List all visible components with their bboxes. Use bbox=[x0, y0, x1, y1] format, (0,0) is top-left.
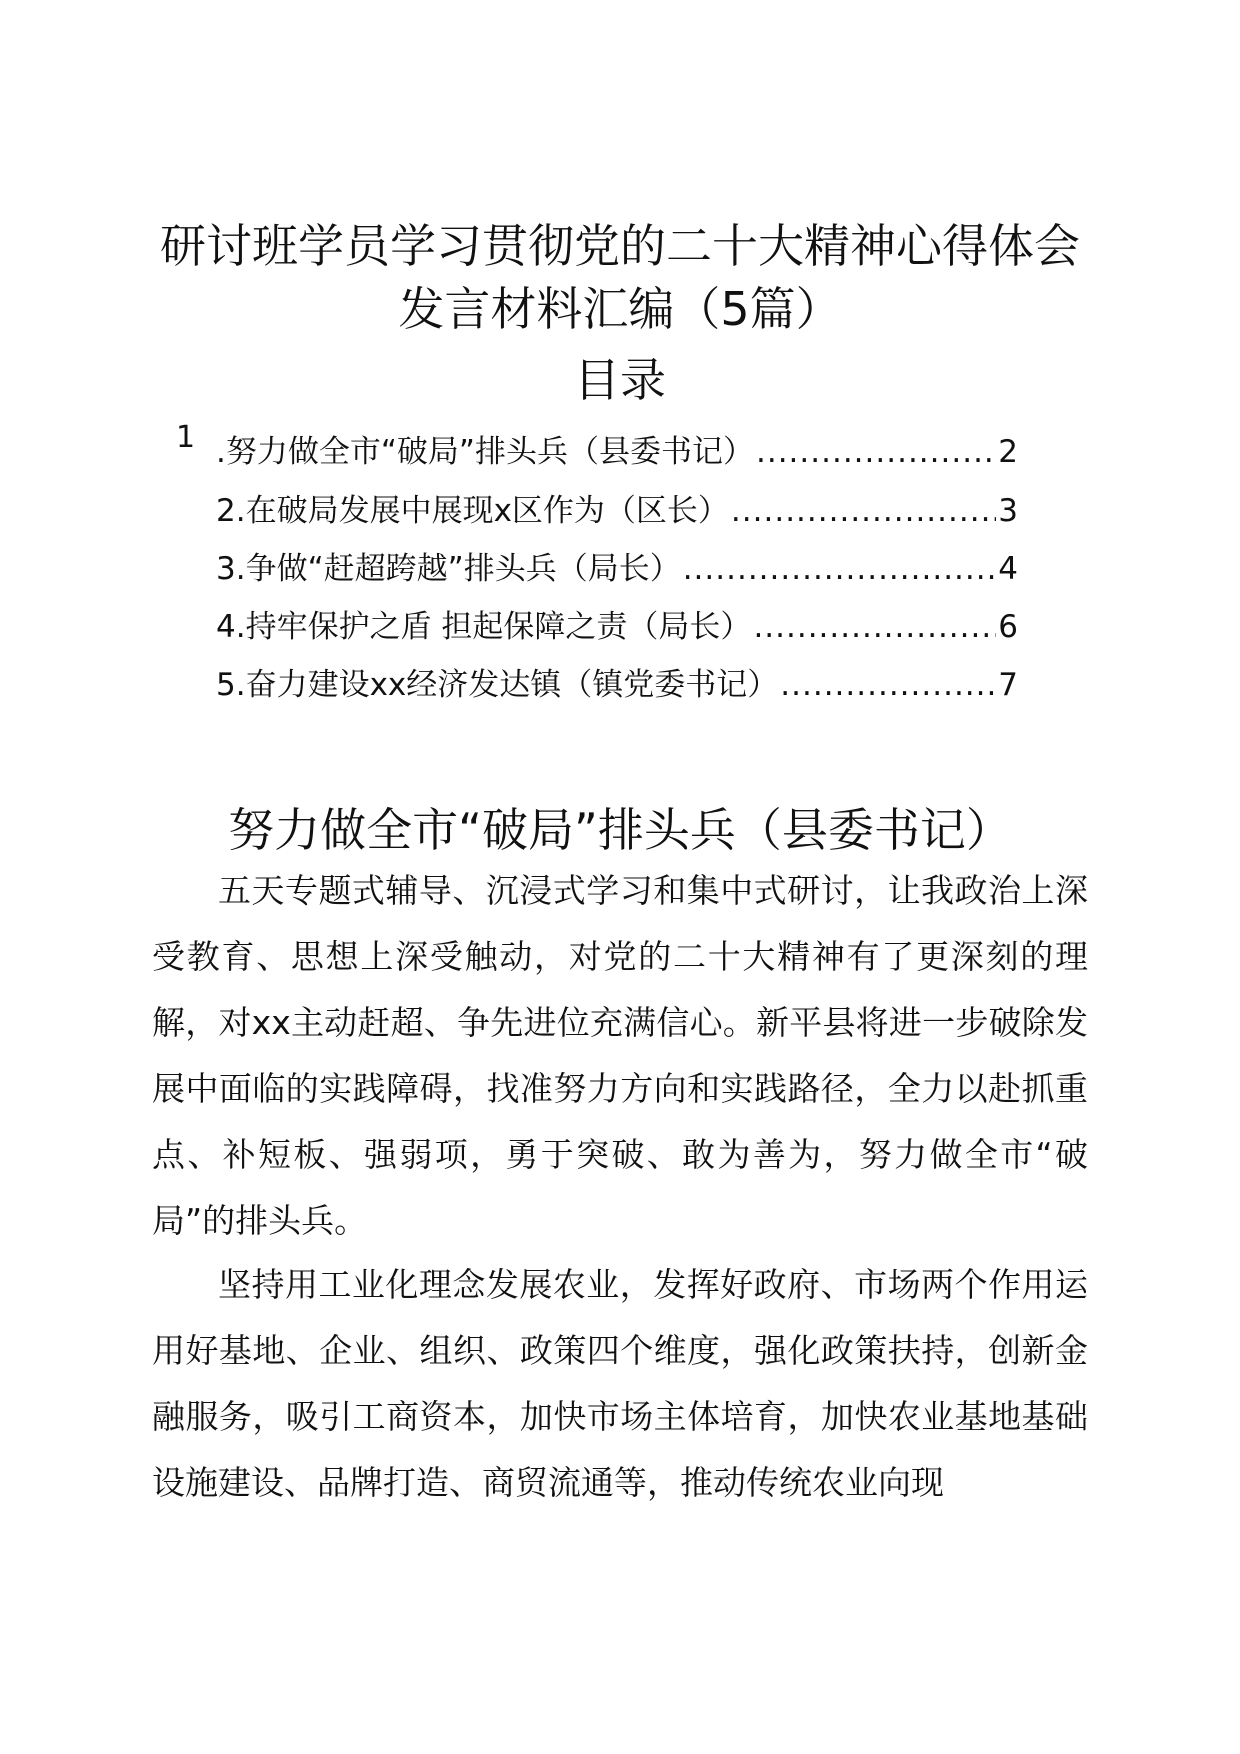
toc-entry-5[interactable] bbox=[216, 663, 1018, 707]
toc-page-number: 7 bbox=[998, 667, 1018, 703]
document-title-line-2: 发言材料汇编（5篇） bbox=[398, 282, 842, 336]
toc-entry-2[interactable] bbox=[216, 489, 1018, 533]
toc-entry-label: 4.持牢保护之盾 担起保障之责（局长） bbox=[216, 609, 752, 645]
toc-page-number: 6 bbox=[998, 609, 1018, 645]
toc-dot-leader bbox=[683, 547, 997, 591]
toc-dot-leader bbox=[780, 663, 996, 707]
toc-entry-4[interactable] bbox=[216, 605, 1018, 649]
toc-heading: 目录 bbox=[574, 353, 666, 407]
toc-dot-leader bbox=[731, 489, 996, 533]
toc-entry-label: .努力做全市“破局”排头兵（县委书记） bbox=[216, 434, 754, 470]
body-paragraph-2: 坚持用工业化理念发展农业，发挥好政府、市场两个作用运用好基地、企业、组织、政策四个维度，强化政策扶持，创新金融服务，吸引工商资本，加快市场主体培育，加快农业基地基础设施建设、品牌打造、商贸流通等，推动传统农业向现 bbox=[152, 1265, 1088, 1502]
toc-entry-label: 2.在破局发展中展现x区作为（区长） bbox=[216, 493, 729, 529]
toc-entry-label: 3.争做“赶超跨越”排头兵（局长） bbox=[216, 551, 681, 587]
toc-page-number: 2 bbox=[998, 434, 1018, 470]
toc-page-number: 3 bbox=[998, 493, 1018, 529]
document-title-line-1: 研讨班学员学习贯彻党的二十大精神心得体会 bbox=[160, 219, 1080, 273]
toc-leading-number: 1 bbox=[176, 420, 196, 455]
section-heading: 努力做全市“破局”排头兵（县委书记） bbox=[228, 803, 1012, 857]
toc-dot-leader bbox=[753, 605, 996, 649]
toc-entry-1[interactable] bbox=[216, 430, 1018, 474]
body-paragraph-1: 五天专题式辅导、沉浸式学习和集中式研讨，让我政治上深受教育、思想上深受触动，对党的二十大精神有了更深刻的理解，对xx主动赶超、争先进位充满信心。新平县将进一步破除发展中面临的实践障碍，找准努力方向和实践路径，全力以赴抓重点、补短板、强弱项，勇于突破、敢为善为，努力做全市“破局”的排头兵。 bbox=[152, 871, 1088, 1240]
toc-entry-label: 5.奋力建设xx经济发达镇（镇党委书记） bbox=[216, 667, 779, 703]
toc-page-number: 4 bbox=[998, 551, 1018, 587]
toc-entry-3[interactable] bbox=[216, 547, 1018, 591]
toc-dot-leader bbox=[756, 430, 996, 474]
